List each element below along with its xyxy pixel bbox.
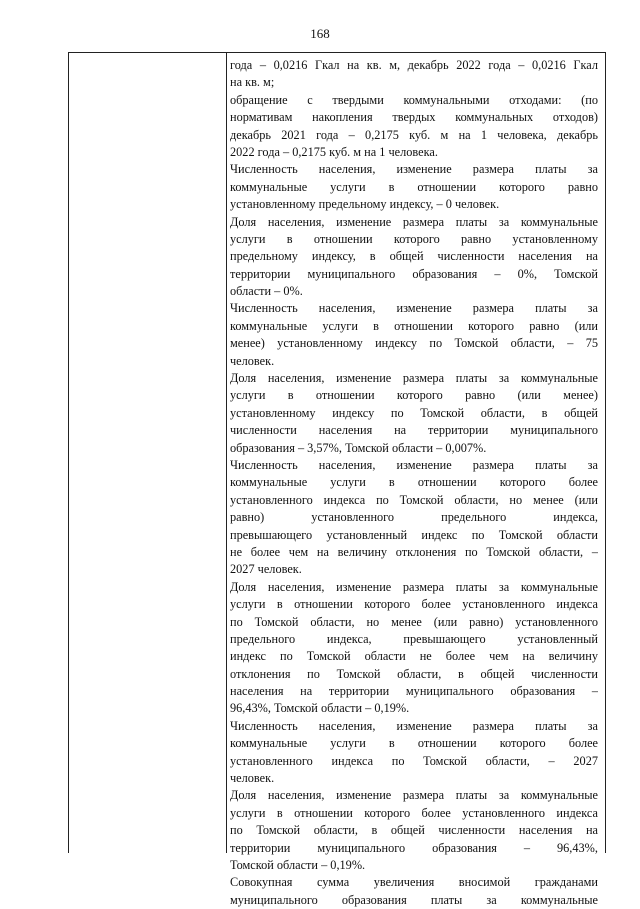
text-line: отклонения по Томской области, в общей численности xyxy=(230,666,598,681)
text-line: нормативам накопления твердых коммунальных отходов) xyxy=(230,110,598,125)
text-line: Доля населения, изменение размера платы за коммунальные xyxy=(230,788,598,803)
text-line: предельного индекса, превышающего установленный xyxy=(230,631,598,646)
text-line: равно) установленного предельного индекса, xyxy=(230,510,598,525)
text-line: коммунальные услуги в отношении которого более xyxy=(230,475,598,490)
text-line: Доля населения, изменение размера платы за коммунальные xyxy=(230,214,598,229)
text-line: менее) установленному индексу по Томской области, – 75 xyxy=(230,336,598,351)
text-line: услуги в отношении которого более установленного индекса xyxy=(230,597,598,612)
text-line: услуги в отношении которого равно установленному xyxy=(230,231,598,246)
text-line: года – 0,0216 Гкал на кв. м, декабрь 2022 года – 0,0216 Гкал xyxy=(230,58,598,72)
text-line: Численность населения, изменение размера платы за xyxy=(230,718,598,733)
text-line: установленному предельному индексу, – 0 человек. xyxy=(230,197,500,212)
text-line: превышающего установленный индекс по Томской области xyxy=(230,527,598,542)
text-line: муниципального образования платы за коммунальные xyxy=(230,892,598,907)
column-divider xyxy=(226,53,227,853)
text-line: по Томской области, но менее (или равно) установленного xyxy=(230,614,598,629)
table-right-cell xyxy=(230,57,598,909)
text-line: декабрь 2021 года – 0,2175 куб. м на 1 человека, декабрь xyxy=(230,127,598,142)
page-number: 168 xyxy=(310,26,330,41)
text-line: населения на территории муниципального образования – xyxy=(230,684,598,699)
document-table xyxy=(68,52,606,907)
text-line: Численность населения, изменение размера платы за xyxy=(230,162,598,177)
text-line: установленного индекса по Томской области, – 2027 xyxy=(230,753,598,768)
text-line: коммунальные услуги в отношении которого равно (или xyxy=(230,318,598,333)
text-line: коммунальные услуги в отношении которого более xyxy=(230,736,598,751)
text-line: Численность населения, изменение размера платы за xyxy=(230,457,598,472)
text-line: по Томской области, в общей численности населения на xyxy=(230,823,598,838)
text-line: не более чем на величину отклонения по Томской области, – xyxy=(230,544,598,559)
text-line: образования – 3,57%, Томской области – 0,007%. xyxy=(230,440,487,455)
table-left-cell xyxy=(69,53,226,853)
text-line: человек. xyxy=(230,771,275,786)
text-line: установленного индекса по Томской области, но менее (или xyxy=(230,492,598,507)
text-line: на кв. м; xyxy=(230,75,275,90)
text-line: территории муниципального образования – 96,43%, xyxy=(230,840,598,855)
text-line: услуги в отношении которого равно (или менее) xyxy=(230,388,598,403)
text-line: области – 0%. xyxy=(230,284,303,299)
text-line: численности населения на территории муниципального xyxy=(230,423,598,438)
text-line: Томской области – 0,19%. xyxy=(230,857,366,872)
text-line: 2022 года – 0,2175 куб. м на 1 человека. xyxy=(230,144,438,159)
text-line: услуги в отношении которого более установленного индекса xyxy=(230,805,598,820)
text-line: 2027 человек. xyxy=(230,562,302,577)
text-line: Совокупная сумма увеличения вносимой гражданами xyxy=(230,875,598,890)
text-line: территории муниципального образования – 0%, Томской xyxy=(230,266,598,281)
text-line: человек. xyxy=(230,353,275,368)
text-line: обращение с твердыми коммунальными отходами: (по xyxy=(230,92,598,107)
text-line: Численность населения, изменение размера платы за xyxy=(230,301,598,316)
text-line: индекс по Томской области не более чем на величину xyxy=(230,649,598,664)
text-line: Доля населения, изменение размера платы за коммунальные xyxy=(230,371,598,386)
text-line: 96,43%, Томской области – 0,19%. xyxy=(230,701,410,716)
text-line: Доля населения, изменение размера платы за коммунальные xyxy=(230,579,598,594)
text-line: установленному индексу по Томской области, в общей xyxy=(230,405,598,420)
text-line: предельному индексу, в общей численности населения на xyxy=(230,249,598,264)
text-line: коммунальные услуги в отношении которого равно xyxy=(230,179,598,194)
